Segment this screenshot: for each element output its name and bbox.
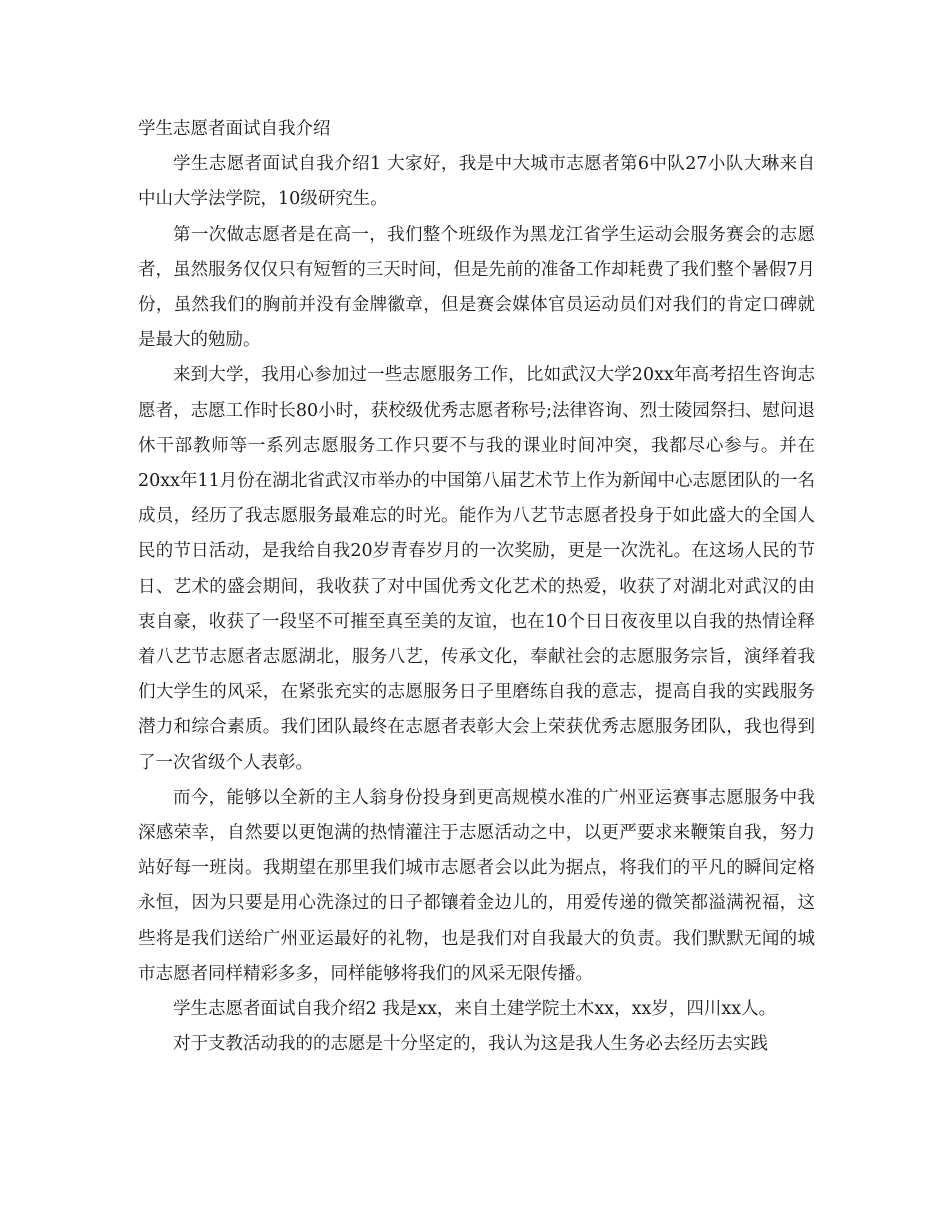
- document-body: [138, 112, 815, 1062]
- paragraph: 来到大学，我用心参加过一些志愿服务工作，比如武汉大学20xx年高考招生咨询志愿者，志愿工作时长80小时，获校级优秀志愿者称号;法律咨询、烈士陵园祭扫、慰问退休干部教师等一系列志愿服务工作只要不与我的课业时间冲突，我都尽心参与。并在20xx年11月份在湖北省武汉市举办的中国第八届艺术节上作为新闻中心志愿团队的一名成员，经历了我志愿服务最难忘的时光。能作为八艺节志愿者投身于如此盛大的全国人民的节日活动，是我给自我20岁青春岁月的一次奖励，更是一次洗礼。在这场人民的节日、艺术的盛会期间，我收获了对中国优秀文化艺术的热爱，收获了对湖北对武汉的由衷自豪，收获了一段坚不可摧至真至美的友谊，也在10个日日夜夜里以自我的热情诠释着八艺节志愿者志愿湖北，服务八艺，传承文化，奉献社会的志愿服务宗旨，演绎着我们大学生的风采，在紧张充实的志愿服务日子里磨练自我的意志，提高自我的实践服务潜力和综合素质。我们团队最终在志愿者表彰大会上荣获优秀志愿服务团队，我也得到了一次省级个人表彰。: [138, 365, 815, 773]
- document-title: 学生志愿者面试自我介绍: [138, 119, 331, 139]
- paragraph: 而今，能够以全新的主人翁身份投身到更高规模水准的广州亚运赛事志愿服务中我深感荣幸，自然要以更饱满的热情灌注于志愿活动之中，以更严要求来鞭策自我，努力站好每一班岗。我期望在那里我们城市志愿者会以此为据点，将我们的平凡的瞬间定格永恒，因为只要是用心洗涤过的日子都镶着金边儿的，用爱传递的微笑都溢满祝福，这些将是我们送给广州亚运最好的礼物，也是我们对自我最大的负责。我们默默无闻的城市志愿者同样精彩多多，同样能够将我们的风采无限传播。: [138, 787, 815, 984]
- paragraph: 对于支教活动我的的志愿是十分坚定的，我认为这是我人生务必去经历去实践: [173, 1034, 768, 1055]
- paragraph: 学生志愿者面试自我介绍1 大家好，我是中大城市志愿者第6中队27小队大琳来自中山大学法学院，10级研究生。: [138, 154, 815, 210]
- paragraph: 第一次做志愿者是在高一，我们整个班级作为黑龙江省学生运动会服务赛会的志愿者，虽然服务仅仅只有短暂的三天时间，但是先前的准备工作却耗费了我们整个暑假7月份，虽然我们的胸前并没有金牌徽章，但是赛会媒体官员运动员们对我们的肯定口碑就是最大的勉励。: [138, 224, 815, 351]
- paragraph: 学生志愿者面试自我介绍2 我是xx，来自土建学院土木xx，xx岁，四川xx人。: [173, 999, 777, 1020]
